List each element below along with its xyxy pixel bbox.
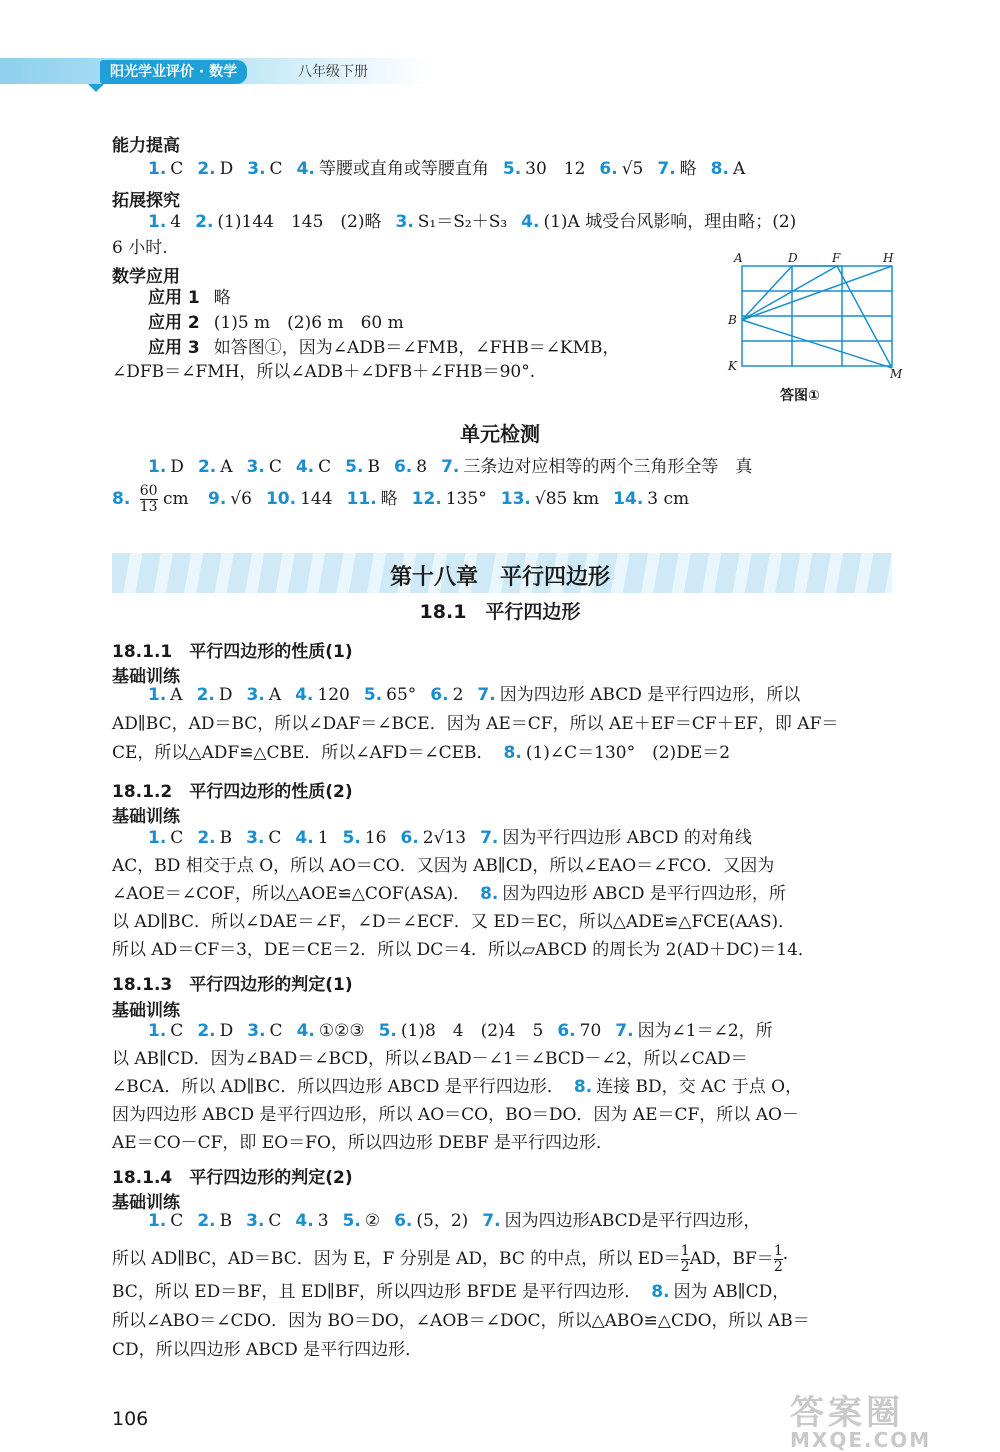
application-label: 应用 3 [148,338,200,358]
answer-text: A [170,685,183,705]
answer-text: 30 12 [525,159,586,179]
answer-text: 因为平行四边形 ABCD 的对角线 [502,828,752,848]
answer-line [148,1019,777,1043]
answer-number: 2. [197,1211,216,1231]
section-title: 18.1 平行四边形 [419,601,581,623]
answer-number: 3. [246,457,265,477]
answer-number: 3. [247,1021,266,1041]
answer-number: 1. [148,685,167,705]
answer-text: 因为∠1＝∠2，所 [637,1021,773,1041]
label-H: H [883,251,894,265]
book-title: 阳光学业评价 · 数学 [100,60,247,84]
answer-number: 4. [295,828,314,848]
answer-figure-1 [722,248,912,408]
answer-number: 5. [342,1211,361,1231]
answer-number: 1. [148,828,167,848]
line2-post: · [782,1249,789,1269]
answer-number: 10. [265,489,297,509]
answer-number: 5. [342,828,361,848]
heading-basic-training-3: 基础训练 [112,1001,180,1021]
answer-line-text: ∠BCA．所以 AD∥BC．所以四边形 ABCD 是平行四边形． [112,1077,564,1097]
answer-number: 6. [430,685,449,705]
answer-line-text: BC，所以 ED＝BF，且 ED∥BF，所以四边形 BFDE 是平行四边形． [112,1282,642,1302]
application-item [148,286,231,310]
answer-text: 16 [364,828,387,848]
answer-line: 所以 AD＝CF＝3，DE＝CE＝2．所以 DC＝4．所以▱ABCD 的周长为 2(AD＋DC)＝14． [112,940,815,960]
answer-number: 1. [148,457,167,477]
answer-text: 因为四边形 ABCD 是平行四边形，所以 [499,685,801,705]
answer-text: (1)144 145 (2)略 [217,212,382,232]
answer-number: 7. [441,457,460,477]
answer-line: 以 AD∥BC．所以∠DAE＝∠F，∠D＝∠ECF．又 ED＝EC，所以△ADE≌△FCE(AAS)． [112,912,796,932]
answer-text: C [170,159,184,179]
answer-text: C [170,1021,184,1041]
answer-text: (1)8 4 (2)4 5 [400,1021,544,1041]
answer-text: 因为 AB∥CD， [673,1282,790,1302]
answer-number: 8. [480,884,499,904]
heading-18-1-2: 18.1.2 平行四边形的性质(2) [112,782,353,802]
answer-number: 2. [197,159,216,179]
label-A: A [734,251,743,265]
application-item [148,336,620,360]
application-item [148,311,404,335]
answer-number: 8. [651,1282,670,1302]
answer-text: C [170,1211,184,1231]
answer-text: C [268,1211,282,1231]
answer-number: 2. [197,828,216,848]
q8-frac-numerator: 60 [139,483,158,499]
answer-text: 70 [579,1021,602,1041]
q8-number: 8. [112,489,131,509]
fraction-half-1 [681,1244,690,1275]
answer-text: C [269,1021,283,1041]
label-F: F [832,251,841,265]
heading-18-1-4: 18.1.4 平行四边形的判定(2) [112,1168,353,1188]
answer-number: 8. [710,159,729,179]
answer-line [148,683,804,707]
watermark-logo [790,1385,990,1452]
answer-number: 3. [246,828,265,848]
answer-text: 8 [416,457,428,477]
label-D: D [788,251,798,265]
answer-number: 5. [363,685,383,705]
answer-number: 1. [148,1211,167,1231]
application-3-continued: ∠DFB＝∠FMH，所以∠ADB＋∠DFB＋∠FHB＝90°. [112,362,536,382]
answer-text: (1)A 城受台风影响，理由略；(2) [543,212,797,232]
answer-number: 4. [295,685,314,705]
application-text: 略 [213,288,231,308]
fraction-half-2 [774,1244,783,1275]
page-number: 106 [112,1408,149,1430]
segment-BF [742,266,837,320]
application-label: 应用 1 [148,288,200,308]
answer-line [112,741,734,765]
label-B: B [728,313,737,327]
answer-number: 8. [573,1077,593,1097]
answer-number: 4. [295,457,315,477]
answer-line: 因为四边形 ABCD 是平行四边形，所以 AO＝CO，BO＝DO．因为 AE＝CF，所以 AO－ [112,1105,799,1125]
answer-text: 2 [452,685,464,705]
answers-18-1-4-line2 [112,1244,788,1275]
answer-text: A [268,685,282,705]
heading-basic-training-4: 基础训练 [112,1193,180,1213]
answer-number: 6. [400,828,419,848]
unit-test-answers-1 [148,455,756,479]
label-M: M [890,367,903,381]
answer-number: 1. [148,1021,167,1041]
answer-line [112,1280,793,1304]
q8-fraction [140,484,158,515]
heading-math-application: 数学应用 [112,267,180,287]
answer-text: 略 [380,489,398,509]
answer-text: (5，2) [416,1211,469,1231]
answer-number: 7. [477,685,496,705]
figure-caption: 答图① [780,388,820,404]
unit-test-answers-rest [198,489,693,509]
application-label: 应用 2 [148,313,200,333]
answer-text: C [269,159,283,179]
answer-line: 以 AB∥CD．因为∠BAD＝∠BCD，所以∠BAD－∠1＝∠BCD－∠2，所以∠CAD＝ [112,1049,748,1069]
answer-text: 连接 BD，交 AC 于点 O， [596,1077,803,1097]
application-text: 如答图①，因为∠ADB＝∠FMB，∠FHB＝∠KMB， [213,338,620,358]
answer-text: √85 km [534,489,600,509]
answer-line-text: CE，所以△ADF≌△CBE．所以∠AFD＝∠CEB． [112,743,494,763]
answer-number: 2. [195,212,214,232]
heading-ability: 能力提高 [112,136,180,156]
answer-line-text: ∠AOE＝∠COF，所以△AOE≌△COF(ASA)． [112,884,471,904]
answer-text: 3 [317,1211,329,1231]
answer-number: 3. [246,685,265,705]
line2-mid: AD，BF＝ [689,1249,774,1269]
answer-line: 所以∠ABO＝∠CDO．因为 BO＝DO，∠AOB＝∠DOC，所以△ABO≌△CDO，所以 AB＝ [112,1311,810,1331]
heading-extension: 拓展探究 [112,191,180,211]
q8-unit: cm [162,489,189,509]
line2-pre: 所以 AD∥BC，AD＝BC．因为 E，F 分别是 AD，BC 的中点，所以 ED＝ [112,1249,681,1269]
segment-BD [742,266,792,320]
chapter-title: 第十八章 平行四边形 [389,565,610,590]
heading-unit-test: 单元检测 [460,422,540,446]
answer-line [148,826,756,850]
answer-text: ①②③ [318,1021,365,1041]
answer-text: A [220,457,233,477]
answer-text: D [218,685,233,705]
answer-text: (1)∠C＝130° (2)DE＝2 [525,743,731,763]
answer-number: 7. [615,1021,634,1041]
grade-label: 八年级下册 [298,64,368,80]
answer-text: C [170,828,184,848]
answer-text: C [268,457,282,477]
answer-text: D [219,159,234,179]
answer-text: 因为四边形 ABCD 是平行四边形，所 [502,884,786,904]
watermark-bottom: MXQE.COM [790,1428,932,1452]
answer-number: 4. [295,1211,314,1231]
answer-text: B [367,457,380,477]
answer-number: 1. [148,159,167,179]
answer-text: 1 [317,828,329,848]
heading-18-1-3: 18.1.3 平行四边形的判定(1) [112,975,353,995]
answer-text: 因为四边形ABCD是平行四边形， [504,1211,761,1231]
answer-text: 120 [317,685,350,705]
answer-text: 略 [679,159,697,179]
answer-number: 8. [503,743,522,763]
answer-text: 4 [170,212,182,232]
unit-test-answers-2 [112,484,693,515]
answer-number: 2. [196,685,215,705]
application-text: (1)5 m (2)6 m 60 m [213,313,404,333]
answer-number: 6. [394,1211,413,1231]
answer-text: 三条边对应相等的两个三角形全等 真 [463,457,753,477]
answer-number: 6. [557,1021,576,1041]
extension-continued: 6 小时. [112,238,168,258]
answer-number: 5. [345,457,364,477]
header-pointer-icon [88,84,104,92]
answer-line [112,1075,806,1099]
answer-text: D [219,1021,234,1041]
answer-number: 3. [247,159,266,179]
heading-basic-training-1: 基础训练 [112,667,180,687]
answer-text: C [268,828,282,848]
q8-frac-denominator: 13 [139,499,158,515]
answer-text: 3 cm [647,489,690,509]
answer-number: 11. [346,489,377,509]
answer-text: S₁＝S₂＋S₃ [417,212,508,232]
ability-answers [148,157,749,181]
label-K: K [728,359,737,373]
answer-line: AE＝CO－CF，即 EO＝FO，所以四边形 DEBF 是平行四边形． [112,1133,614,1153]
frac1-denominator: 2 [680,1259,690,1275]
answer-line: AD∥BC，AD＝BC，所以∠DAF＝∠BCE．因为 AE＝CF，所以 AE＋EF＝CF＋EF，即 AF＝ [112,714,839,734]
answer-number: 7. [480,828,499,848]
heading-basic-training-2: 基础训练 [112,807,180,827]
answer-number: 9. [208,489,227,509]
answer-number: 4. [296,1021,315,1041]
answer-number: 5. [378,1021,397,1041]
answer-text: 144 [300,489,333,509]
watermark-top: 答案圈 [790,1393,904,1433]
answer-text: A [732,159,746,179]
answer-line: AC，BD 相交于点 O，所以 AO＝CO．又因为 AB∥CD，所以∠EAO＝∠FCO．又因为 [112,856,775,876]
answer-number: 7. [482,1211,501,1231]
answer-number: 2. [197,1021,216,1041]
answer-line: CD，所以四边形 ABCD 是平行四边形． [112,1340,423,1360]
answer-number: 14. [613,489,644,509]
answer-number: 3. [395,212,414,232]
frac2-numerator: 1 [773,1243,783,1259]
figure-lines [742,266,892,368]
frac1-numerator: 1 [680,1243,690,1259]
answer-text: 65° [386,685,417,705]
answer-line [148,1209,764,1233]
answer-text: C [318,457,332,477]
answer-number: 1. [148,212,167,232]
extension-answers [148,210,800,234]
answer-text: B [219,1211,233,1231]
answer-text: √6 [230,489,252,509]
answer-text: 等腰或直角或等腰直角 [318,159,489,179]
segment-BH [742,266,892,320]
answer-text: ② [364,1211,381,1231]
answer-text: B [219,828,233,848]
answer-number: 3. [246,1211,265,1231]
answer-number: 2. [197,457,217,477]
answer-text: 2√13 [422,828,467,848]
answer-number: 4. [521,212,540,232]
frac2-denominator: 2 [773,1259,783,1275]
answer-number: 6. [393,457,413,477]
heading-18-1-1: 18.1.1 平行四边形的性质(1) [112,642,353,662]
answer-number: 13. [500,489,531,509]
answer-text: √5 [621,159,644,179]
answer-text: 135° [445,489,487,509]
answer-number: 12. [411,489,442,509]
answer-line [112,882,790,906]
answer-number: 4. [296,159,315,179]
answer-number: 5. [502,159,522,179]
answer-number: 7. [657,159,676,179]
answer-text: D [170,457,184,477]
answer-number: 6. [599,159,618,179]
